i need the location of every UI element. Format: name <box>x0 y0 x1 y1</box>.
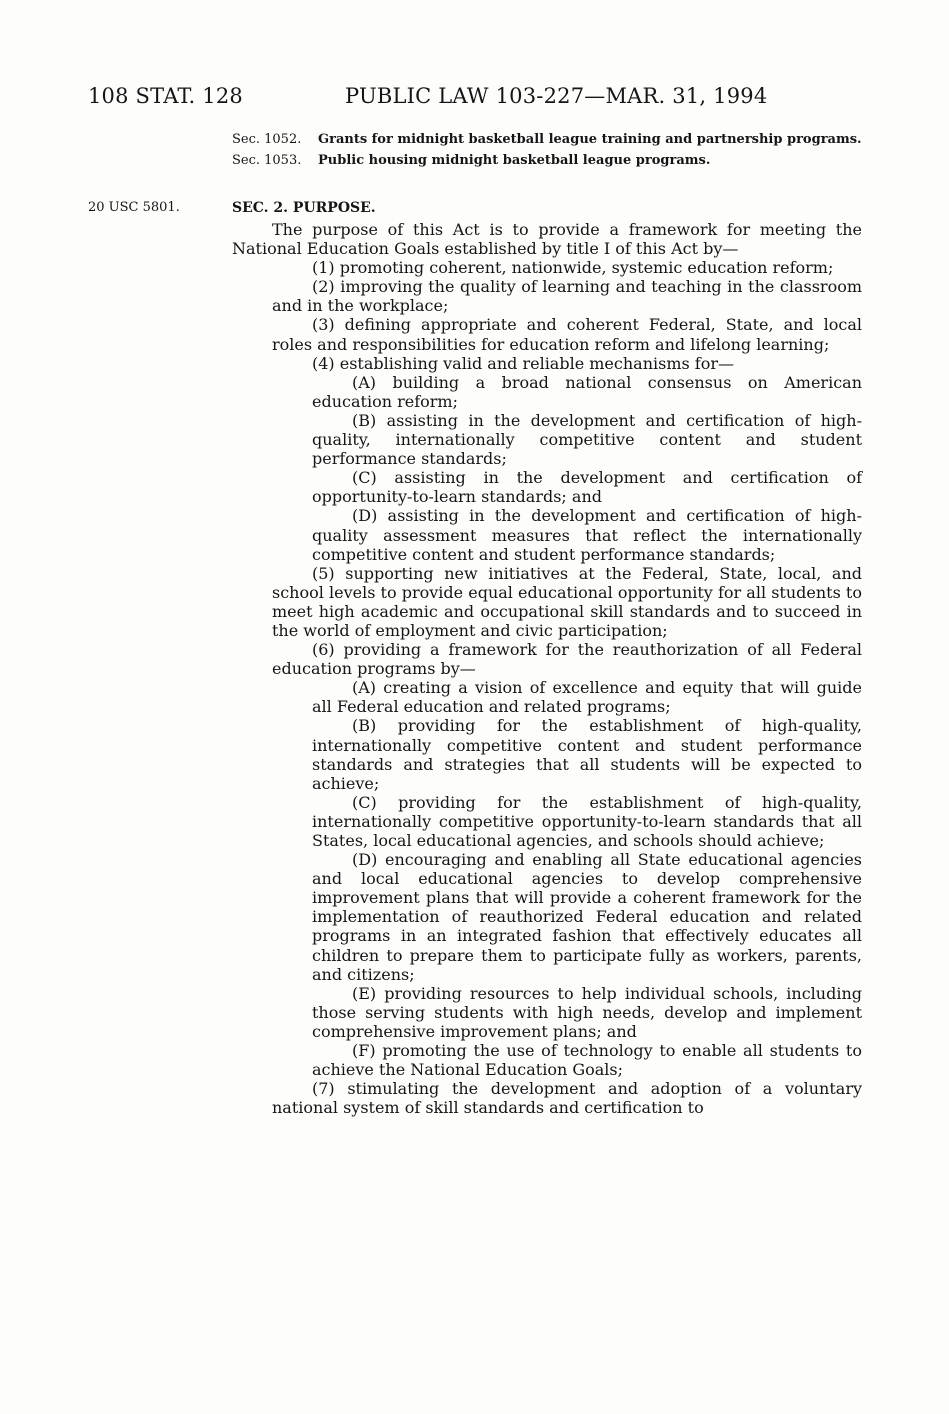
paragraph: (7) stimulating the development and adoption of a voluntary national system of skill standards and certification to <box>272 1079 862 1118</box>
subparagraph: (C) providing for the establishment of high-quality, internationally competitive opportunity-to-learn standards that all States, local educational agencies, and schools should achieve; <box>312 792 862 850</box>
paragraph: (6) providing a framework for the reauthorization of all Federal education programs by— <box>272 640 862 679</box>
paragraph: (2) improving the quality of learning and teaching in the classroom and in the workplace; <box>272 277 862 316</box>
running-header <box>0 84 949 116</box>
toc-entry <box>232 152 872 169</box>
subparagraph: (B) providing for the establishment of high-quality, internationally competitive content and student performance standards and strategies that all students will be expected to achieve; <box>312 716 862 793</box>
statute-citation: 108 STAT. 128 <box>88 84 243 108</box>
toc-section-number: Sec. 1053. <box>232 153 302 168</box>
subparagraph: (E) providing resources to help individual schools, including those serving students with high needs, develop and implement comprehensive improvement plans; and <box>312 983 862 1041</box>
subparagraph: (B) assisting in the development and certification of high-quality, internationally competitive content and student performance standards; <box>312 410 862 469</box>
subparagraph: (A) building a broad national consensus on American education reform; <box>312 372 862 411</box>
public-law-title: PUBLIC LAW 103-227—MAR. 31, 1994 <box>345 84 768 108</box>
paragraph-list <box>232 258 862 1117</box>
subparagraph: (D) encouraging and enabling all State educational agencies and local educational agencies to develop comprehensive improvement plans that will provide a coherent framework for the implementation of reauthorized Federal education and related programs in an integrated fashion that effectively educates all children to prepare them to participate fully as workers, parents, and citizens; <box>312 850 862 984</box>
subparagraph: (C) assisting in the development and certification of opportunity-to-learn standards; and <box>312 468 862 507</box>
section-intro: The purpose of this Act is to provide a framework for meeting the National Education Goals established by title I of this Act by— <box>232 220 862 259</box>
paragraph: (4) establishing valid and reliable mechanisms for— <box>312 353 735 373</box>
section-body <box>232 220 862 1117</box>
paragraph: (3) defining appropriate and coherent Federal, State, and local roles and responsibilities for education reform and lifelong learning; <box>272 315 862 354</box>
toc-section-title: Grants for midnight basketball league training and partnership programs. <box>318 132 862 147</box>
paragraph: (5) supporting new initiatives at the Federal, State, local, and school levels to provide equal educational opportunity for all students to meet high academic and occupational skill standards and to succeed in the world of employment and civic participation; <box>272 563 862 640</box>
subparagraph: (F) promoting the use of technology to enable all students to achieve the National Education Goals; <box>312 1041 862 1080</box>
subparagraph: (D) assisting in the development and certification of high-quality assessment measures that reflect the internationally competitive content and student performance standards; <box>312 506 862 564</box>
table-of-contents-fragment <box>232 131 872 173</box>
toc-entry <box>232 131 872 148</box>
paragraph: (1) promoting coherent, nationwide, systemic education reform; <box>312 258 834 278</box>
section-heading: SEC. 2. PURPOSE. <box>232 200 376 216</box>
toc-section-title: Public housing midnight basketball league programs. <box>318 153 711 168</box>
usc-margin-note: 20 USC 5801. <box>88 200 180 215</box>
subparagraph: (A) creating a vision of excellence and equity that will guide all Federal education and related programs; <box>312 678 862 717</box>
toc-section-number: Sec. 1052. <box>232 132 302 147</box>
